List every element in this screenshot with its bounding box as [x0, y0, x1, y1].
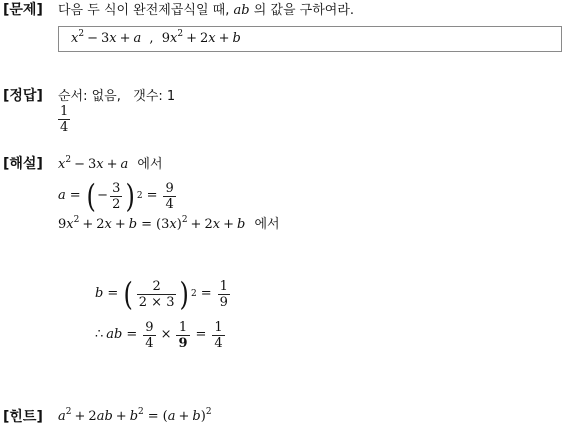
- problem-tag: [문제]: [3, 2, 43, 18]
- problem-expression-box: [58, 26, 562, 52]
- hint-formula: $a^2 + 2ab + b^2 = (a + b)^2$: [58, 407, 212, 424]
- problem-statement: [58, 2, 354, 19]
- expr-separator: ,: [149, 31, 154, 46]
- answer-fraction: $\frac{1}{4}$: [60, 104, 69, 135]
- expr-2: $9x^2 + 2x + b$: [161, 29, 241, 46]
- expr-1: $x^2 - 3x + a$: [71, 29, 142, 46]
- explanation-line-3: $9x^2 + 2x + b = (3x)^2 + 2x + b$ 에서: [58, 215, 280, 232]
- problem-text-after: 의 값을 구하여라.: [253, 3, 355, 18]
- problem-ab: ab: [233, 3, 250, 18]
- hint-tag: [힌트]: [3, 409, 43, 425]
- explanation-line-1: $x^2 - 3x + a$ 에서: [58, 155, 163, 172]
- explanation-line-5: ∴ a b = $\frac{9}{4}$ × $\frac{1}{9}$ = $\frac{1}{4}$: [95, 319, 223, 351]
- explanation-tag: [해설]: [3, 156, 43, 172]
- problem-expressions: [71, 30, 241, 48]
- problem-text-before: 다음 두 식이 완전제곱식일 때,: [58, 3, 230, 18]
- answer-tag: [정답]: [3, 88, 43, 104]
- explanation-line-2: a = ( − $\frac{3}{2}$ ) 2 = $\frac{9}{4}$: [58, 177, 174, 215]
- answer-line: 순서: 없음, 갯수: 1: [58, 89, 176, 104]
- explanation-line-4: b = ( $\frac{2}{2 \times 3}$ ) 2 = $\frac{1}{9}$: [95, 275, 228, 313]
